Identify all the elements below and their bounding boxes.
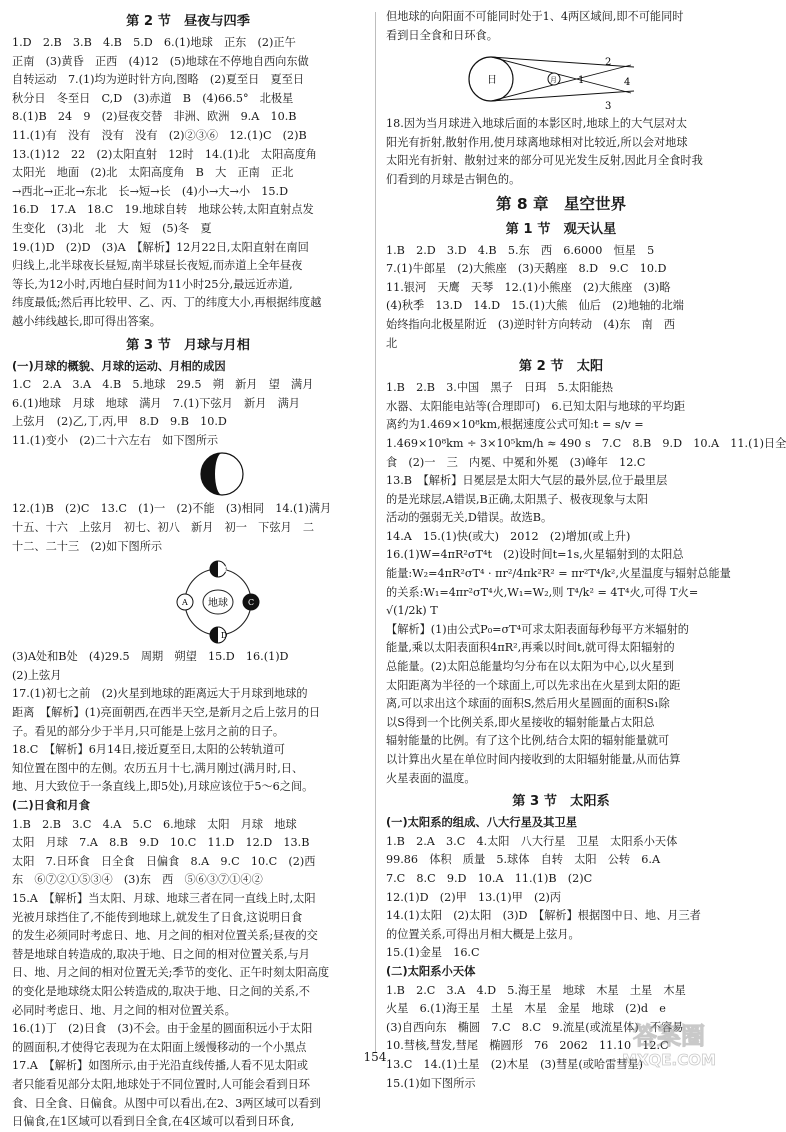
page-number: 154 <box>363 1050 387 1064</box>
answer-line: 11.(1)变小 (2)二十六左右 如下图所示 <box>12 433 219 447</box>
answer-line: 看到日全食和日环食。 <box>386 28 498 42</box>
answer-block <box>12 816 364 1132</box>
subsection-title: (二)太阳系小天体 <box>386 964 476 978</box>
region-label: 2 <box>605 57 612 69</box>
answer-block <box>386 379 786 621</box>
chapter-title: 第 8 章 星空世界 <box>495 194 627 213</box>
watermark-logo <box>594 1018 744 1070</box>
answer-line: 十五、十六 上弦月 初七、初八 新月 初一 下弦月 二 <box>12 521 315 535</box>
region-label: 1 <box>578 75 585 87</box>
moon-label: 月 <box>550 76 557 85</box>
answer-line: 子。看见的部分少于半月,只可能是上弦月之前的日子。 <box>12 724 285 738</box>
column-divider <box>375 12 376 1052</box>
moon-orbit-diagram <box>12 556 364 648</box>
ray-line <box>491 57 634 67</box>
answer-block <box>386 833 736 963</box>
section-title: 第 3 节 月球与月相 <box>126 337 250 353</box>
answer-line: 19.(1)D (2)D (3)A 【解析】12月22日,太阳直射在南回 <box>12 240 309 254</box>
answer-line: (2)上弦月 <box>12 668 62 682</box>
answer-line: 自转运动 7.(1)均为逆时针方向,图略 (2)夏至日 夏至日 <box>12 73 305 87</box>
answer-line: 12.(1)B (2)C 13.C (1)一 (2)不能 (3)相同 14.(1)满月 <box>12 502 332 516</box>
answer-line: 13.B 【解析】日冕层是太阳大气层的最外层,位于最里层 <box>386 474 668 488</box>
moon-phase-figure <box>12 450 364 500</box>
answer-line: 的圆面积,才使得它表现为在太阳面上缓慢移动的一个小黑点 <box>12 1040 307 1054</box>
moon-a-label: A <box>182 598 188 608</box>
moon-b-dark <box>210 561 218 577</box>
moon-orbit-figure <box>12 556 364 648</box>
answer-block <box>386 8 736 45</box>
subsection-title: (一)月球的概貌、月球的运动、月相的成因 <box>12 359 226 373</box>
answer-block <box>12 34 364 332</box>
answer-line: 者只能看见部分太阳,地球处于不同位置时,人可能会看到日环 <box>12 1077 310 1091</box>
answer-line: (3)自西向东 椭圆 7.C 8.C 9.流星(或流星体) 不容易 <box>386 1020 684 1034</box>
answer-line: 15.(1)如下图所示 <box>386 1076 476 1090</box>
moon-d-label: D <box>221 631 228 641</box>
answer-line: 1.C 2.A 3.A 4.B 5.地球 29.5 朔 新月 望 满月 <box>12 378 314 392</box>
answer-line: 13.C 14.(1)土星 (2)木星 (3)彗星(或哈雷彗星) <box>386 1057 644 1071</box>
answer-line: 北 <box>386 336 398 350</box>
answer-block <box>386 242 736 354</box>
answer-line: (4)秋季 13.D 14.D 15.(1)大熊 仙后 (2)地轴的北端 <box>386 299 684 313</box>
answer-line: 13.(1)12 22 (2)太阳直射 12时 14.(1)北 太阳高度角 <box>12 147 317 161</box>
answer-line: 纬度最低;然后再比较甲、乙、丙、丁的纬度大小,再根据纬度越 <box>12 296 322 310</box>
answer-line: 们看到的月球是古铜色的。 <box>386 172 521 186</box>
earth-label: 地球 <box>208 598 228 610</box>
answer-block <box>386 115 736 189</box>
answer-line: 太阳距离为半径的一个球面上,可以先求出在火星到太阳的距 <box>386 678 681 692</box>
answer-line: 越小纬线越长,即可得出答案。 <box>12 314 161 328</box>
section-title: 第 3 节 太阳系 <box>512 794 610 810</box>
answer-line: 日、地、月之间的相对位置无关;季节的变化、正午时刻太阳高度 <box>12 966 330 980</box>
answer-line: 十二、二十三 (2)如下图所示 <box>12 539 163 553</box>
answer-line: 7.C 8.C 9.D 10.A 11.(1)B (2)C <box>386 871 593 885</box>
answer-line: 距离 【解析】(1)亮面朝西,在西半天空,是新月之后上弦月的日 <box>12 706 321 720</box>
answer-block <box>12 376 364 450</box>
answer-line: 的发生必须同时考虑日、地、月之间的相对位置关系;昼夜的交 <box>12 929 318 943</box>
answer-line: 东 ⑥⑦②①⑤③④ (3)东 西 ⑤⑥③⑦①④② <box>12 873 263 887</box>
answer-line: 水器、太阳能电站等(合理即可) 6.已知太阳与地球的平均距 <box>386 399 686 413</box>
answer-line: 1.D 2.B 3.B 4.B 5.D 6.(1)地球 正东 (2)正午 <box>12 36 296 49</box>
answer-line: 正南 (3)黄昏 正西 (4)12 (5)地球在不停地自西向东做 <box>12 54 309 68</box>
answer-line: 活动的强弱无关,D错误。故选B。 <box>386 511 553 525</box>
section-title: 第 1 节 观天认星 <box>505 221 617 237</box>
answer-line: 太阳 月球 7.A 8.B 9.D 10.C 11.D 12.D 13.B <box>12 836 310 850</box>
answer-line: 辐射能量的比例。有了这个比例,结合太阳的辐射能量就可 <box>386 734 670 748</box>
region-label: 4 <box>624 77 631 89</box>
answer-line: 16.(1)丁 (2)日食 (3)不会。由于金星的圆面积远小于太阳 <box>12 1022 313 1036</box>
answer-line: 10.彗核,彗发,彗尾 椭圆形 76 2062 11.10 12.C <box>386 1039 669 1053</box>
answer-line: 99.86 体积 质量 5.球体 自转 太阳 公转 6.A <box>386 853 661 867</box>
answer-line: 【解析】(1)由公式P₀=σT⁴可求太阳表面每秒每平方米辐射的 <box>386 622 689 636</box>
answer-line: (3)A处和B处 (4)29.5 周期 朔望 15.D 16.(1)D <box>12 650 289 664</box>
answer-line: 15.(1)金星 16.C <box>386 946 480 960</box>
answer-line: 的是光球层,A错误,B正确,太阳黑子、极夜现象与太阳 <box>386 492 648 506</box>
answer-line: 16.D 17.A 18.C 19.地球自转 地球公转,太阳直射点发 <box>12 203 314 217</box>
answer-line: 以计算出火星在单位时间内接收到的太阳辐射能量,从而估算 <box>386 753 681 766</box>
answer-line: 等长,为12小时,丙地白昼时间为11小时25分,最远近赤道, <box>12 277 293 291</box>
answer-line: 生变化 (3)北 北 大 短 (5)冬 夏 <box>12 221 212 235</box>
answer-block <box>12 500 364 556</box>
moon-d-dark <box>210 627 218 643</box>
ray-line <box>491 91 634 101</box>
answer-line: 11.(1)有 没有 没有 没有 (2)②③⑥ 12.(1)C (2)B <box>12 128 307 142</box>
answer-line: 的关系:W₁=4πr²σT⁴火,W₁=W₂,则 T⁴/k² = 4T⁴火,可得 T火= <box>386 585 699 599</box>
answer-line: 14.(1)太阳 (2)太阳 (3)D 【解析】根据图中日、地、月三者 <box>386 909 701 923</box>
answer-line: 18.C 【解析】6月14日,接近夏至日,太阳的公转轨道可 <box>12 743 285 757</box>
answer-line: 阳光有折射,散射作用,使月球离地球相对比较近,所以会对地球 <box>386 135 688 149</box>
answer-line: 总能量。(2)太阳总能量均匀分布在以太阳为中心,以火星到 <box>386 660 674 674</box>
subsection-title: (二)日食和月食 <box>12 799 91 812</box>
answer-line: 上弦月 (2)乙,丁,丙,甲 8.D 9.B 10.D <box>12 415 227 429</box>
answer-line: 火星表面的温度。 <box>386 771 476 785</box>
answer-line: 14.A 15.(1)快(或大) 2012 (2)增加(或上升) <box>386 529 631 543</box>
svg-text:MXQE.COM: MXQE.COM <box>622 1051 716 1069</box>
answer-line: 1.B 2.D 3.D 4.B 5.东 西 6.6000 恒星 5 <box>386 243 655 257</box>
answer-line: 的位置关系,可得出月相大概是上弦月。 <box>386 927 580 941</box>
answer-line: 以S得到一个比例关系,即火星接收的辐射能量占太阳总 <box>386 715 655 729</box>
answer-line: 1.B 2.A 3.C 4.太阳 八大行星 卫星 太阳系小天体 <box>386 834 678 848</box>
answer-line: 火星 6.(1)海王星 土星 木星 金星 地球 (2)d e <box>386 1002 666 1016</box>
section-title: 第 2 节 昼夜与四季 <box>126 14 250 29</box>
answer-line: 食、日全食、日偏食。从图中可以看出,在2、3两区域可以看到 <box>12 1096 321 1110</box>
moon-phase-diagram <box>12 450 364 500</box>
answer-line: 12.(1)D (2)甲 13.(1)甲 (2)丙 <box>386 890 562 904</box>
eclipse-figure <box>386 45 736 115</box>
answer-line: →西北→正北→东北 长→短→长 (4)小→大→小 15.D <box>12 184 289 198</box>
answer-line: 能量:W₂=4πR²σT⁴ · πr²/4πk²R² = πr²T⁴/k²,火星温度与辐射总能量 <box>386 567 731 581</box>
answer-block <box>12 648 364 797</box>
answer-line: √(1/2k) T <box>386 604 438 618</box>
answer-line: 太阳 7.日环食 日全食 日偏食 8.A 9.C 10.C (2)西 <box>12 854 316 868</box>
answer-line: 1.B 2.B 3.中国 黑子 日珥 5.太阳能热 <box>386 381 613 395</box>
moon-b-label: B <box>221 565 227 575</box>
answer-line: 始终指向北极星附近 (3)逆时针方向转动 (4)东 南 西 <box>386 317 676 331</box>
answer-line: 知位置在图中的左侧。农历五月十七,满月刚过(满月时,日、 <box>12 761 304 775</box>
region-label: 3 <box>605 101 612 113</box>
subsection-title: (一)太阳系的组成、八大行星及其卫星 <box>386 816 578 830</box>
answer-line: 离约为1.469×10⁸km,根据速度公式可知:t = s/v = <box>386 418 644 432</box>
answer-line: 秋分日 冬至日 C,D (3)赤道 B (4)66.5° 北极星 <box>12 91 294 105</box>
answer-line: 食 (2)一 三 内冕、中冕和外冕 (3)峰年 12.C <box>386 455 646 469</box>
answer-block <box>386 621 736 788</box>
answer-line: 18.因为当月球进入地球后面的本影区时,地球上的大气层对太 <box>386 117 688 131</box>
eclipse-diagram <box>386 45 736 115</box>
answer-line: 17.(1)初七之前 (2)火星到地球的距离远大于月球到地球的 <box>12 687 308 701</box>
answer-line: 日偏食,在1区域可以看到日全食,在4区域可以看到日环食, <box>12 1115 295 1129</box>
answer-line: 必同时考虑日、地、月之间的相对位置关系。 <box>12 1003 236 1017</box>
right-column <box>386 8 786 1093</box>
moon-c-label: C <box>248 598 255 608</box>
answer-line: 太阳光 地面 (2)北 太阳高度角 B 大 正南 正北 <box>12 166 294 180</box>
answer-line: 但地球的向阳面不可能同时处于1、4两区域间,即不可能同时 <box>386 10 684 23</box>
answer-line: 1.469×10⁸km ÷ 3×10⁵km/h ≈ 490 s 7.C 8.B 9.D 10.A 11.(1)日全 <box>386 436 786 450</box>
answer-line: 8.(1)B 24 9 (2)昼夜交替 非洲、欧洲 9.A 10.B <box>12 110 297 124</box>
answer-line: 1.B 2.C 3.A 4.D 5.海王星 地球 木星 土星 木星 <box>386 983 686 997</box>
answer-line: 太阳光有折射、散射过来的部分可见光发生反射,因此月全食时我 <box>386 154 703 168</box>
answer-line: 6.(1)地球 月球 地球 满月 7.(1)下弦月 新月 满月 <box>12 396 300 410</box>
answer-line: 离,可以求出这个球面的面积S,然后用火星圆面的面积S₁除 <box>386 697 670 711</box>
answer-line: 11.银河 天鹰 天琴 12.(1)小熊座 (2)大熊座 (3)略 <box>386 280 671 294</box>
answer-line: 7.(1)牛郎星 (2)大熊座 (3)天鹅座 8.D 9.C 10.D <box>386 262 667 276</box>
answer-line: 地、月大致位于一条直线上,即5处),月球应该位于5～6之间。 <box>12 780 314 794</box>
answer-line: 17.A 【解析】如图所示,由于光沿直线传播,人看不见太阳或 <box>12 1059 308 1073</box>
answer-line: 归线上,北半球夜长昼短,南半球昼长夜短,而赤道上全年昼夜 <box>12 259 303 273</box>
left-column <box>12 8 364 1132</box>
svg-text:答案圈: 答案圈 <box>633 1022 705 1050</box>
sun-label: 日 <box>487 75 497 87</box>
answer-line: 的变化是地球绕太阳公转造成的,取决于地、日之间的关系,不 <box>12 984 310 998</box>
answer-line: 15.A 【解析】当太阳、月球、地球三者在同一直线上时,太阳 <box>12 891 316 905</box>
answer-line: 能量,乘以太阳表面积4πR²,再乘以时间t,就可得太阳辐射的 <box>386 641 675 655</box>
answer-line: 替是地球自转造成的,取决于地、日之间的相对位置关系,与月 <box>12 947 310 961</box>
answer-line: 1.B 2.B 3.C 4.A 5.C 6.地球 太阳 月球 地球 <box>12 817 297 831</box>
section-title: 第 2 节 太阳 <box>518 359 604 375</box>
answer-line: 光被月球挡住了,不能传到地球上,就发生了日食,这说明日食 <box>12 910 303 924</box>
answer-line: 16.(1)W=4πR²σT⁴t (2)设时间t=1s,火星辐射到的太阳总 <box>386 548 684 562</box>
